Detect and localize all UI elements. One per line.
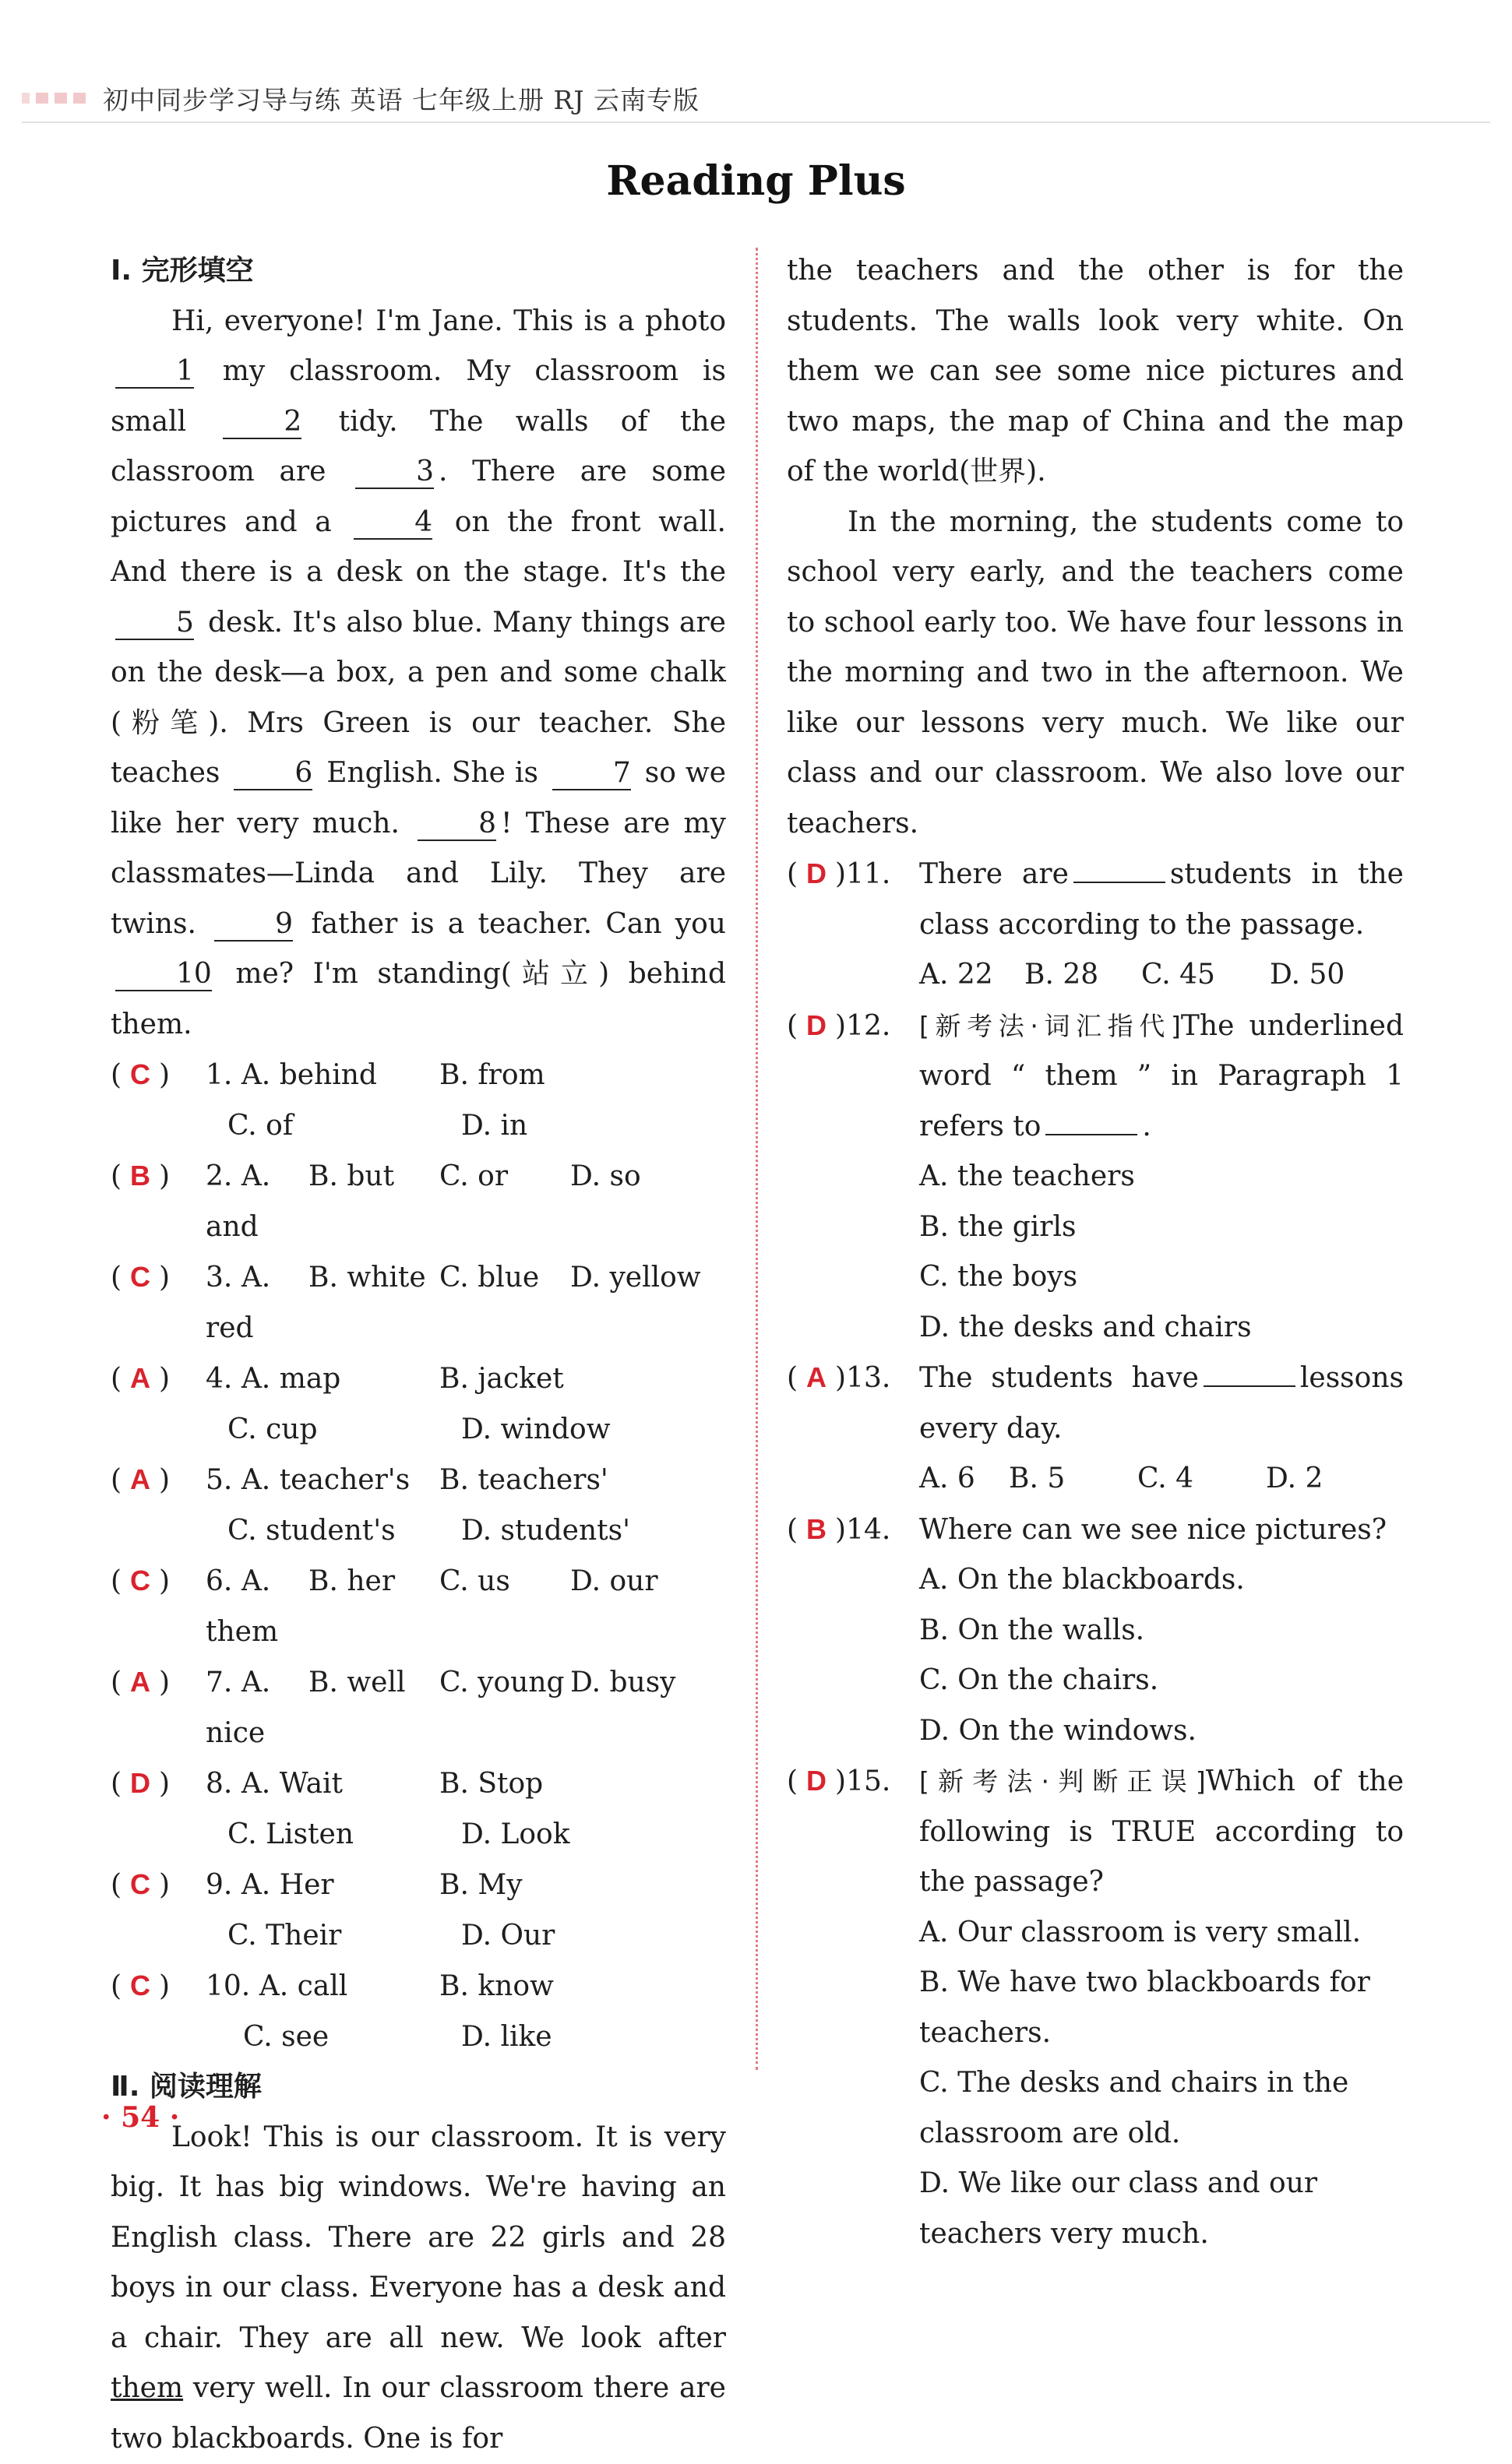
book-title: 初中同步学习导与练 英语 七年级上册 RJ 云南专版 — [103, 80, 700, 117]
cloze-question-9: ( C ) 9. A. Her B. My C. Their D. Our — [111, 1860, 726, 1961]
blank-7: 7 — [552, 758, 631, 790]
reading-question-14: ( B )14. Where can we see nice pictures? A. On the blackboards. B. On the walls. C. On the chairs. D. On the windows. — [787, 1505, 1404, 1757]
blank-4: 4 — [354, 507, 432, 540]
answer-1: C — [122, 1050, 159, 1100]
blank-2: 2 — [223, 407, 301, 439]
cloze-question-7: ( A ) 7. A. nice B. well C. young D. busy — [111, 1657, 726, 1758]
blank-6: 6 — [234, 758, 312, 790]
blank-10: 10 — [115, 959, 212, 991]
reading-passage-p1: Look! This is our classroom. It is very big. It has big windows. We're having an English class. There are 22 girls and 28 boys in our class. Everyone has a desk and a chair. They are all new. We look after them very well. In our classroom there are two blackboards. One is for — [111, 2113, 726, 2464]
answer-10: C — [122, 1961, 159, 2012]
column-divider — [756, 248, 758, 2070]
cloze-passage: Hi, everyone! I'm Jane. This is a photo 1 my classroom. My classroom is small 2 tidy. The walls of the classroom are 3 . There are some pictures and a 4 on the front wall. And there is a desk on the stage. It's the 5 desk. It's also blue. Many things are on the desk—a box, a pen and some chalk (粉笔). Mrs Green is our teacher. She teaches 6 English. She is 7 so we like her very much. 8 ! These are my classmates—Linda and Lily. They are twins. 9 father is a teacher. Can you 10 me? I'm standing(站立) behind them. — [111, 297, 726, 1051]
reading-passage-p1-cont: the teachers and the other is for the students. The walls look very white. On them we can see some nice pictures and two maps, the map of China and the map of the world(世界). — [787, 246, 1404, 498]
answer-blank — [1204, 1362, 1295, 1387]
answer-2: B — [122, 1151, 159, 1202]
cloze-question-2: ( B ) 2. A. and B. but C. or D. so — [111, 1151, 726, 1252]
reading-question-13: ( A )13. The students have lessons every day. A. 6 B. 5 C. 4 D. 2 — [787, 1353, 1404, 1505]
header-decoration — [22, 93, 86, 104]
cloze-question-6: ( C ) 6. A. them B. her C. us D. our — [111, 1556, 726, 1657]
answer-4: A — [122, 1353, 159, 1404]
page-number: · 54 · — [101, 2101, 179, 2134]
right-column — [787, 246, 1404, 2259]
answer-blank — [1073, 858, 1165, 883]
underlined-word-them: them — [111, 2372, 183, 2404]
blank-3: 3 — [355, 456, 434, 489]
answer-11: D — [798, 849, 835, 899]
answer-7: A — [122, 1657, 159, 1708]
question-tag: [新考法·判断正误] — [919, 1766, 1206, 1797]
page-header — [22, 75, 1490, 123]
cloze-question-3: ( C ) 3. A. red B. white C. blue D. yellow — [111, 1252, 726, 1353]
page-title: Reading Plus — [0, 157, 1512, 205]
left-column — [111, 246, 726, 2464]
question-tag: [新考法·词汇指代] — [919, 1011, 1181, 1041]
answer-3: C — [122, 1252, 159, 1303]
blank-1: 1 — [115, 356, 194, 389]
answer-15: D — [798, 1756, 835, 1807]
reading-passage-p1-left-end: very well. In our classroom there are two blackboards. One is for — [111, 2372, 726, 2455]
section-heading-cloze: Ⅰ. 完形填空 — [111, 246, 726, 297]
cloze-question-5: ( A ) 5. A. teacher's B. teachers' C. student's D. students' — [111, 1455, 726, 1556]
reading-question-11: ( D )11. There are students in the class according to the passage. A. 22 B. 28 C. 45 D. 50 — [787, 849, 1404, 1001]
blank-9: 9 — [214, 909, 293, 942]
reading-question-15: ( D )15. [新考法·判断正误]Which of the following is TRUE according to the passage? A. Our classroom is very small. B. We have two blackboards for teachers. C. The desks and chairs in the classroom are old. D. We like our class and our teachers very much. — [787, 1756, 1404, 2259]
answer-9: C — [122, 1860, 159, 1910]
section-heading-reading: Ⅱ. 阅读理解 — [111, 2062, 726, 2113]
cloze-question-1: ( C ) 1. A. behind B. from C. of D. in — [111, 1050, 726, 1151]
answer-13: A — [798, 1353, 835, 1403]
cloze-question-10: ( C ) 10. A. call B. know C. see D. like — [111, 1961, 726, 2062]
answer-5: A — [122, 1455, 159, 1505]
cloze-question-8: ( D ) 8. A. Wait B. Stop C. Listen D. Look — [111, 1758, 726, 1860]
reading-question-12: ( D )12. [新考法·词汇指代]The underlined word “ them ” in Paragraph 1 refers to . A. the teachers B. the girls C. the boys D. the desks and chairs — [787, 1001, 1404, 1353]
answer-blank — [1045, 1111, 1137, 1135]
answer-12: D — [798, 1001, 835, 1051]
blank-8: 8 — [418, 808, 496, 841]
answer-6: C — [122, 1556, 159, 1607]
cloze-question-4: ( A ) 4. A. map B. jacket C. cup D. window — [111, 1353, 726, 1455]
answer-8: D — [122, 1758, 159, 1809]
answer-14: B — [798, 1505, 835, 1555]
reading-passage-p2: In the morning, the students come to school very early, and the teachers come to school early too. We have four lessons in the morning and two in the afternoon. We like our lessons very much. We like our class and our classroom. We also love our teachers. — [787, 498, 1404, 850]
blank-5: 5 — [115, 607, 194, 640]
